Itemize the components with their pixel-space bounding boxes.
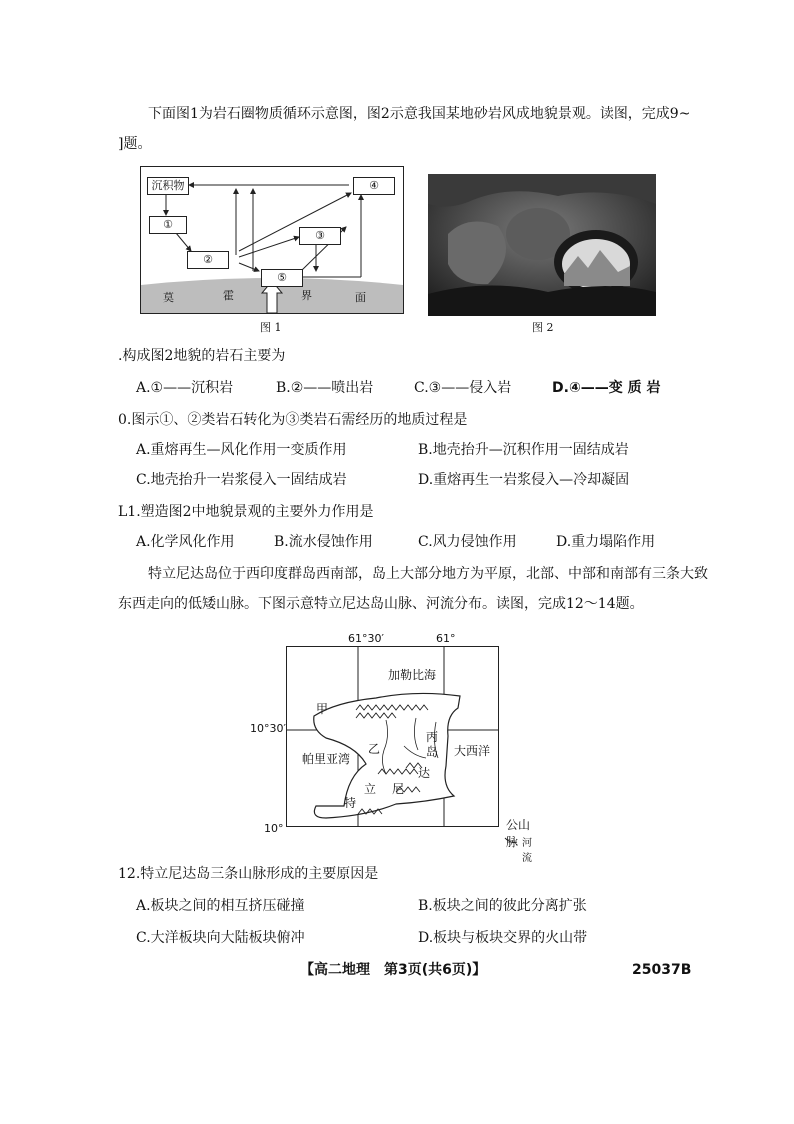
q12-option-c: C.大洋板块向大陆板块俯冲	[136, 930, 305, 946]
passage-line-2: 东西走向的低矮山脉。下图示意特立尼达岛山脉、河流分布。读图，完成12〜14题。	[118, 596, 644, 612]
legend-mountain: 公山脉	[506, 818, 531, 849]
q9-option-d: D.④——变 质 岩	[552, 380, 661, 396]
q9-stem: .构成图2地貌的岩石主要为	[118, 348, 286, 364]
label-li: 立	[364, 782, 377, 796]
q11-option-d: D.重力塌陷作用	[556, 534, 656, 550]
passage-line-1: 特立尼达岛位于西印度群岛西南部，岛上大部分地方为平原，北部、中部和南部有三条大致	[148, 566, 708, 582]
label-yi: 乙	[368, 742, 381, 756]
label-jia: 甲	[316, 702, 329, 716]
ground-label-4: 面	[355, 291, 366, 304]
figure-2-photo	[428, 174, 656, 316]
trinidad-map	[250, 630, 540, 864]
q9-option-c: C.③——侵入岩	[414, 380, 512, 396]
footer-page-info: 【高二地理 第3页(共6页)】	[300, 962, 487, 978]
intro-line-1: 下面图1为岩石圈物质循环示意图，图2示意我国某地砂岩风成地貌景观。读图，完成9~	[148, 106, 691, 122]
figure-1-caption: 图 1	[260, 321, 282, 334]
lat-label-10: 10°	[264, 822, 284, 835]
q11-option-b: B.流水侵蚀作用	[274, 534, 373, 550]
ground-label-2: 霍	[223, 289, 234, 302]
ground-label-1: 莫	[163, 291, 174, 304]
label-da: 达	[418, 766, 431, 780]
box-5: ⑤	[261, 269, 303, 287]
legend-river: 河流	[522, 838, 532, 864]
q10-stem: 0.图示①、②类岩石转化为③类岩石需经历的地质过程是	[118, 412, 468, 428]
lat-label-1030: 10°30′	[250, 722, 286, 735]
box-3: ③	[299, 227, 341, 245]
label-bing: 丙	[426, 730, 439, 744]
q11-stem: L1.塑造图2中地貌景观的主要外力作用是	[118, 504, 374, 520]
q10-option-d: D.重熔再生一岩浆侵入—冷却凝固	[418, 472, 630, 488]
box-sediment: 沉积物	[147, 177, 189, 195]
figure-2-caption: 图 2	[532, 321, 554, 334]
q12-option-d: D.板块与板块交界的火山带	[418, 930, 588, 946]
label-island: 岛	[426, 745, 439, 759]
footer-code: 25037B	[632, 962, 692, 978]
q12-option-a: A.板块之间的相互挤压碰撞	[136, 898, 305, 914]
ground-label-3: 界	[301, 289, 312, 302]
intro-line-2: ]题。	[118, 136, 152, 152]
label-ni: 尼	[392, 782, 405, 796]
figure-1-rock-cycle	[140, 166, 404, 314]
lon-label-6130: 61°30′	[348, 632, 384, 645]
label-te: 特	[344, 796, 357, 810]
q12-option-b: B.板块之间的彼此分离扩张	[418, 898, 587, 914]
sandstone-arch-image	[428, 174, 656, 316]
q10-option-c: C.地壳抬升一岩浆侵入一固结成岩	[136, 472, 347, 488]
label-atlantic: 大西洋	[454, 744, 491, 758]
q9-option-a: A.①——沉积岩	[136, 380, 234, 396]
label-gulf-of-paria: 帕里亚湾	[302, 752, 351, 766]
q9-option-b: B.②——喷出岩	[276, 380, 374, 396]
q10-option-b: B.地壳抬升—沉积作用一固结成岩	[418, 442, 629, 458]
label-caribbean-sea: 加勒比海	[388, 668, 437, 682]
q11-option-c: C.风力侵蚀作用	[418, 534, 517, 550]
lon-label-61: 61°	[436, 632, 456, 645]
box-4: ④	[353, 177, 395, 195]
q12-stem: 12.特立尼达岛三条山脉形成的主要原因是	[118, 866, 379, 882]
river-legend-icon	[504, 835, 518, 845]
q11-option-a: A.化学风化作用	[136, 534, 235, 550]
box-2: ②	[187, 251, 229, 269]
box-1: ①	[149, 216, 187, 234]
q10-option-a: A.重熔再生—风化作用一变质作用	[136, 442, 347, 458]
